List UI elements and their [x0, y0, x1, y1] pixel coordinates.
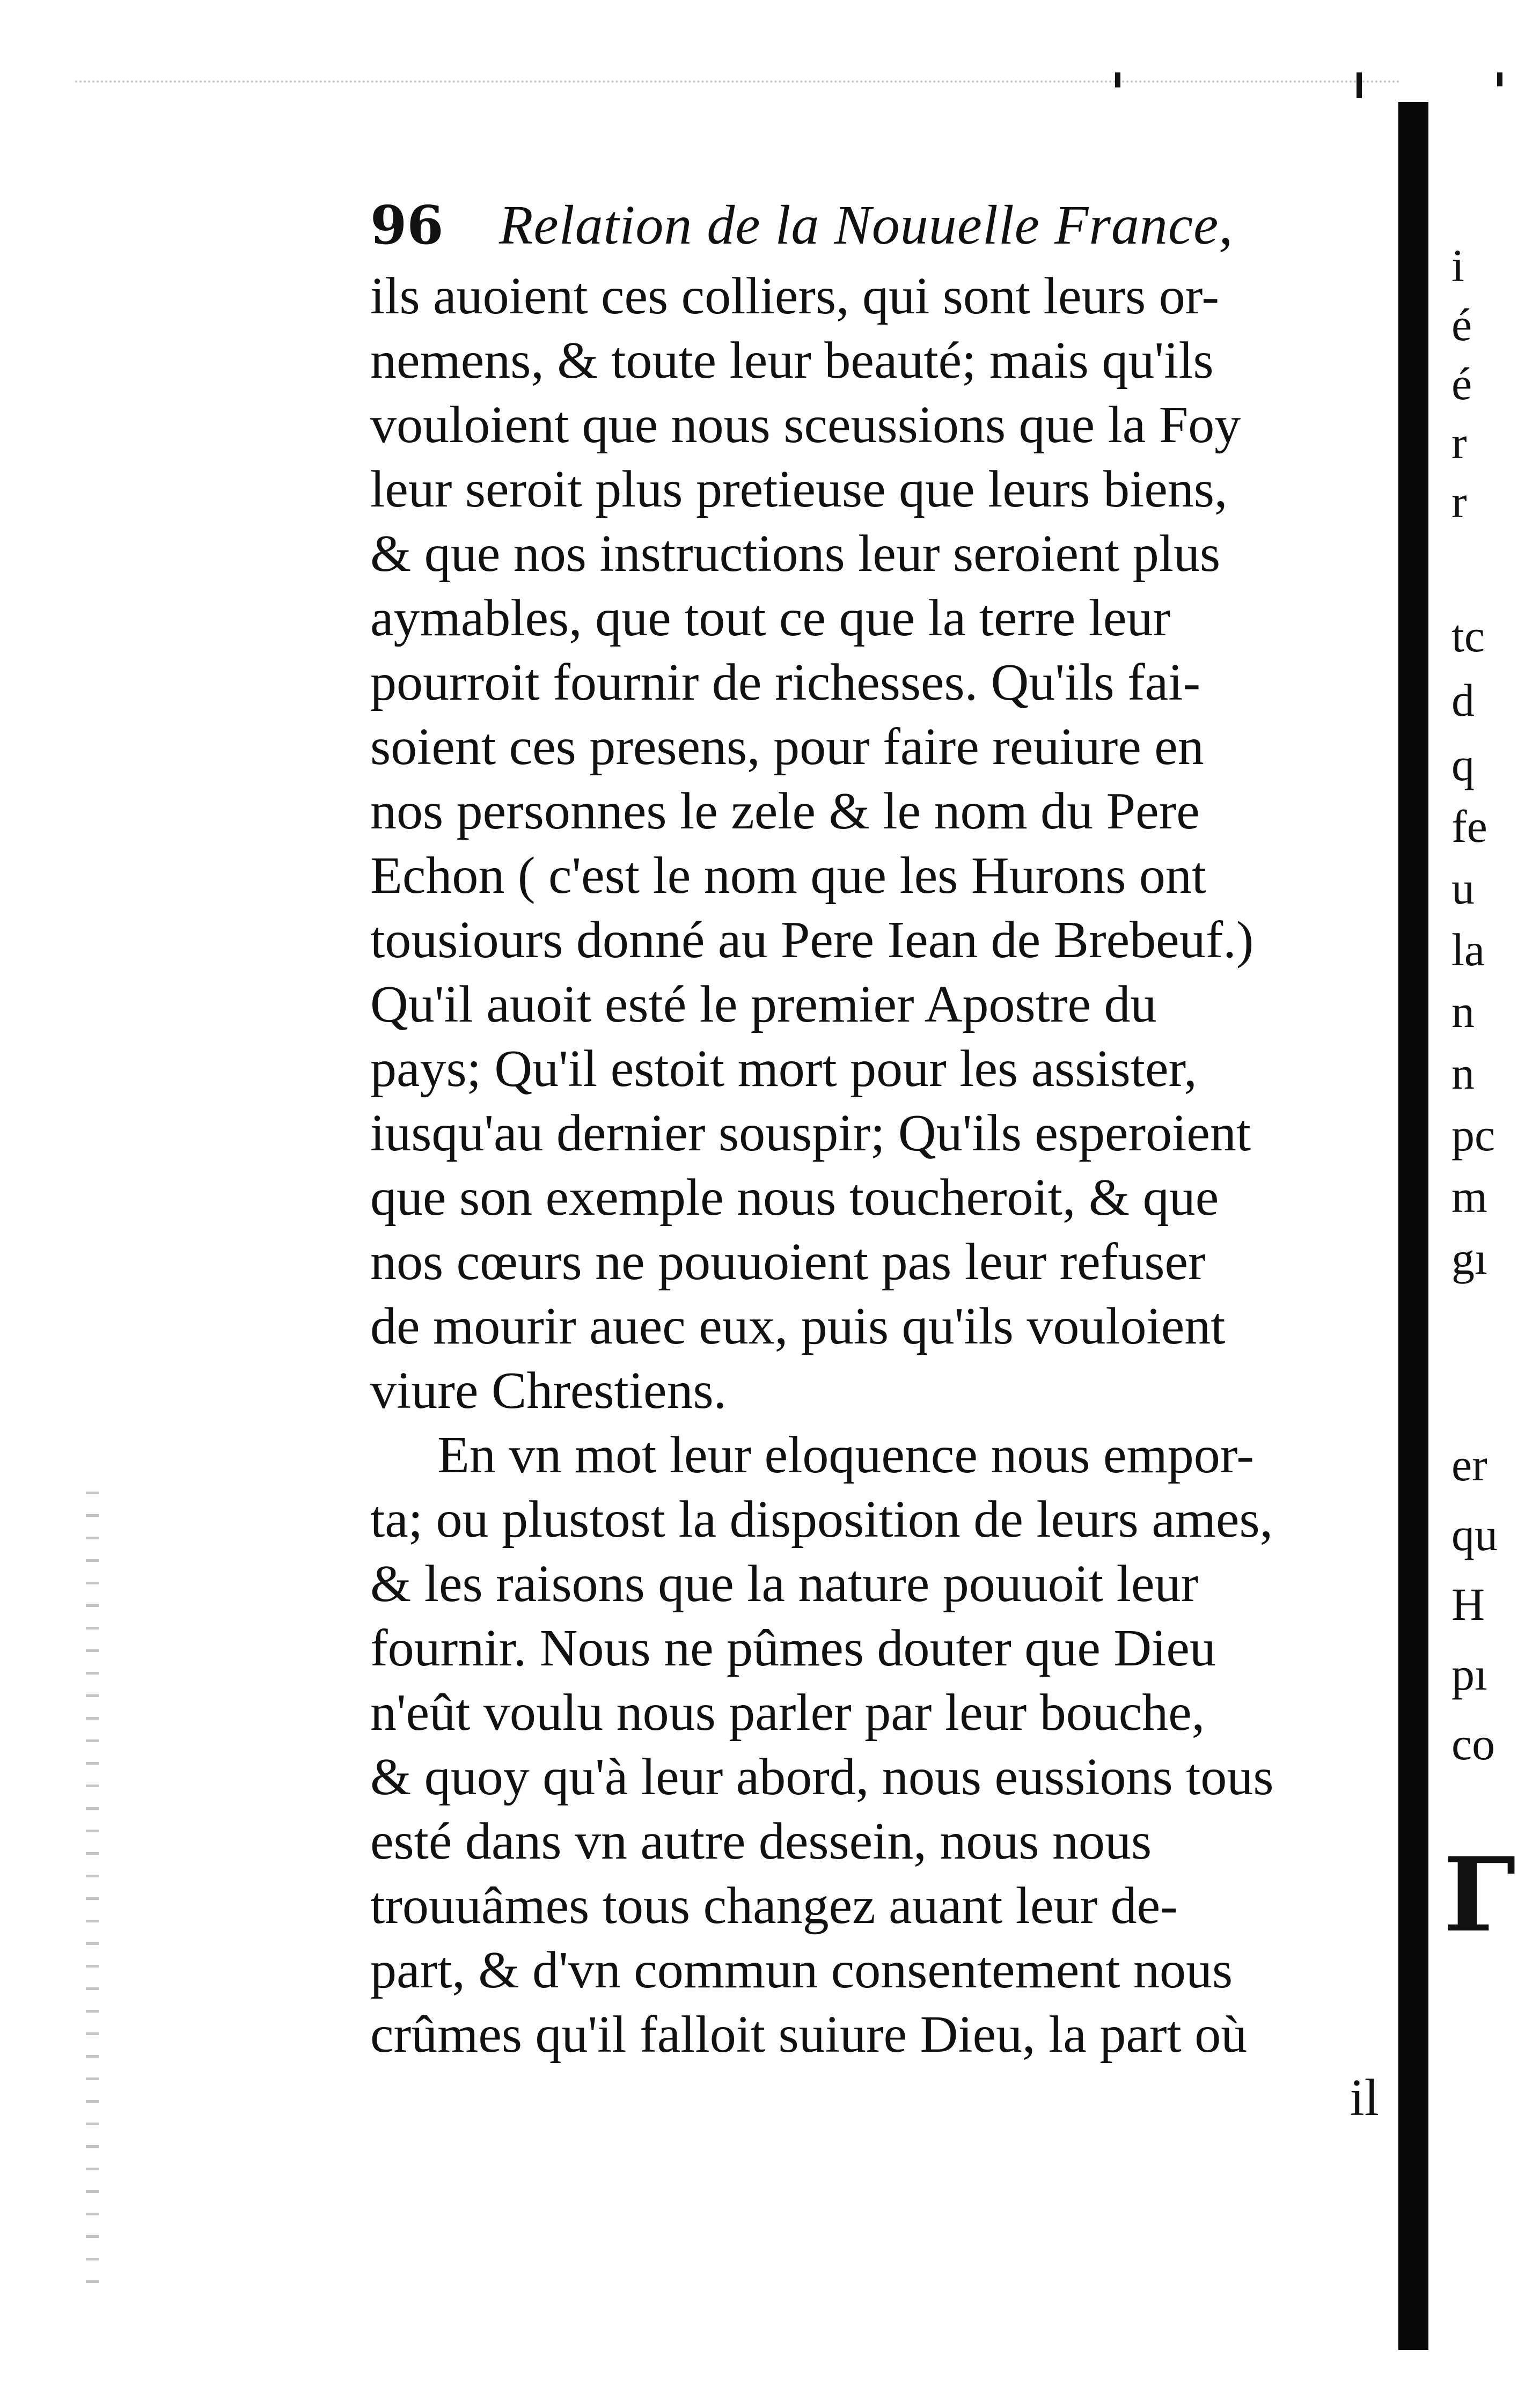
facing-fragment: co [1451, 1718, 1495, 1770]
text-line: de mourir auec eux, puis qu'ils vouloient [370, 1297, 1226, 1355]
scan-mark-3 [1497, 72, 1502, 86]
facing-fragment: qu [1451, 1509, 1498, 1560]
page-number: 96 [370, 195, 444, 256]
running-head: Relation de la Nouuelle France, [499, 194, 1234, 256]
text-line: aymables, que tout ce que la terre leur [370, 589, 1171, 647]
facing-fragment: m [1451, 1171, 1487, 1222]
left-edge-speckles [86, 1492, 99, 2296]
text-line: & quoy qu'à leur abord, nous eussions tous [370, 1748, 1274, 1806]
facing-fragment: d [1451, 674, 1475, 726]
page-text [370, 264, 1379, 2067]
text-line: pays; Qu'il estoit mort pour les assister, [370, 1040, 1197, 1098]
text-line: fournir. Nous ne pûmes douter que Dieu [370, 1619, 1216, 1677]
scan-mark-2 [1357, 72, 1362, 98]
text-line: crûmes qu'il falloit suiure Dieu, la part où [370, 2006, 1248, 2064]
text-line: ils auoient ces colliers, qui sont leurs or- [370, 267, 1220, 325]
facing-fragment: é [1451, 358, 1472, 409]
text-line: vouloient que nous sceussions que la Foy [370, 396, 1241, 454]
text-line: que son exemple nous toucheroit, & que [370, 1169, 1219, 1227]
text-line: Echon ( c'est le nom que les Hurons ont [370, 847, 1207, 905]
text-line: trouuâmes tous changez auant leur de- [370, 1877, 1178, 1935]
page-gutter-bar [1398, 102, 1428, 2350]
facing-fragment: i [1451, 240, 1464, 291]
text-line: & les raisons que la nature pouuoit leur [370, 1555, 1199, 1613]
paragraph-start-line: En vn mot leur eloquence nous empor- [437, 1426, 1255, 1484]
facing-fragment: fe [1451, 801, 1487, 852]
text-line: n'eût voulu nous parler par leur bouche, [370, 1684, 1205, 1742]
text-line: leur seroit plus pretieuse que leurs biens, [370, 460, 1228, 518]
text-line: soient ces presens, pour faire reuiure en [370, 718, 1204, 776]
facing-fragment: pı [1451, 1648, 1487, 1700]
text-line: nemens, & toute leur beauté; mais qu'ils [370, 332, 1214, 390]
facing-fragment: gı [1451, 1232, 1487, 1284]
facing-fragment: er [1451, 1439, 1487, 1491]
facing-fragment: q [1451, 739, 1475, 790]
scan-mark-1 [1115, 72, 1120, 87]
facing-fragment: tc [1451, 610, 1485, 662]
text-line: viure Chrestiens. [370, 1362, 727, 1420]
text-line: nos personnes le zele & le nom du Pere [370, 782, 1200, 840]
facing-page-bracket: Γ [1443, 1835, 1516, 1955]
text-line: & que nos instructions leur seroient plus [370, 525, 1221, 583]
facing-fragment: pc [1451, 1109, 1495, 1161]
facing-fragment: n [1451, 1047, 1475, 1099]
text-line: Qu'il auoit esté le premier Apostre du [370, 975, 1157, 1033]
text-line: pourroit fournir de richesses. Qu'ils fai- [370, 654, 1201, 711]
text-line: part, & d'vn commun consentement nous [370, 1941, 1233, 1999]
facing-fragment: n [1451, 986, 1475, 1037]
facing-fragment: r [1451, 476, 1467, 527]
facing-fragment: u [1451, 862, 1475, 914]
text-line: ta; ou plustost la disposition de leurs ames, [370, 1491, 1273, 1548]
catchword: il [1350, 2069, 1379, 2127]
text-line: nos cœurs ne pouuoient pas leur refuser [370, 1233, 1206, 1291]
text-line: esté dans vn autre dessein, nous nous [370, 1812, 1152, 1870]
facing-fragment: H [1451, 1579, 1485, 1630]
facing-fragment: la [1451, 924, 1485, 975]
text-line: tousiours donné au Pere Iean de Brebeuf.) [370, 911, 1254, 969]
facing-fragment: r [1451, 417, 1467, 468]
facing-fragment: é [1451, 299, 1472, 350]
book-page [370, 193, 1379, 2127]
page-header [370, 193, 1379, 262]
scan-noise-top [75, 80, 1401, 99]
text-line: iusqu'au dernier souspir; Qu'ils esperoient [370, 1104, 1251, 1162]
